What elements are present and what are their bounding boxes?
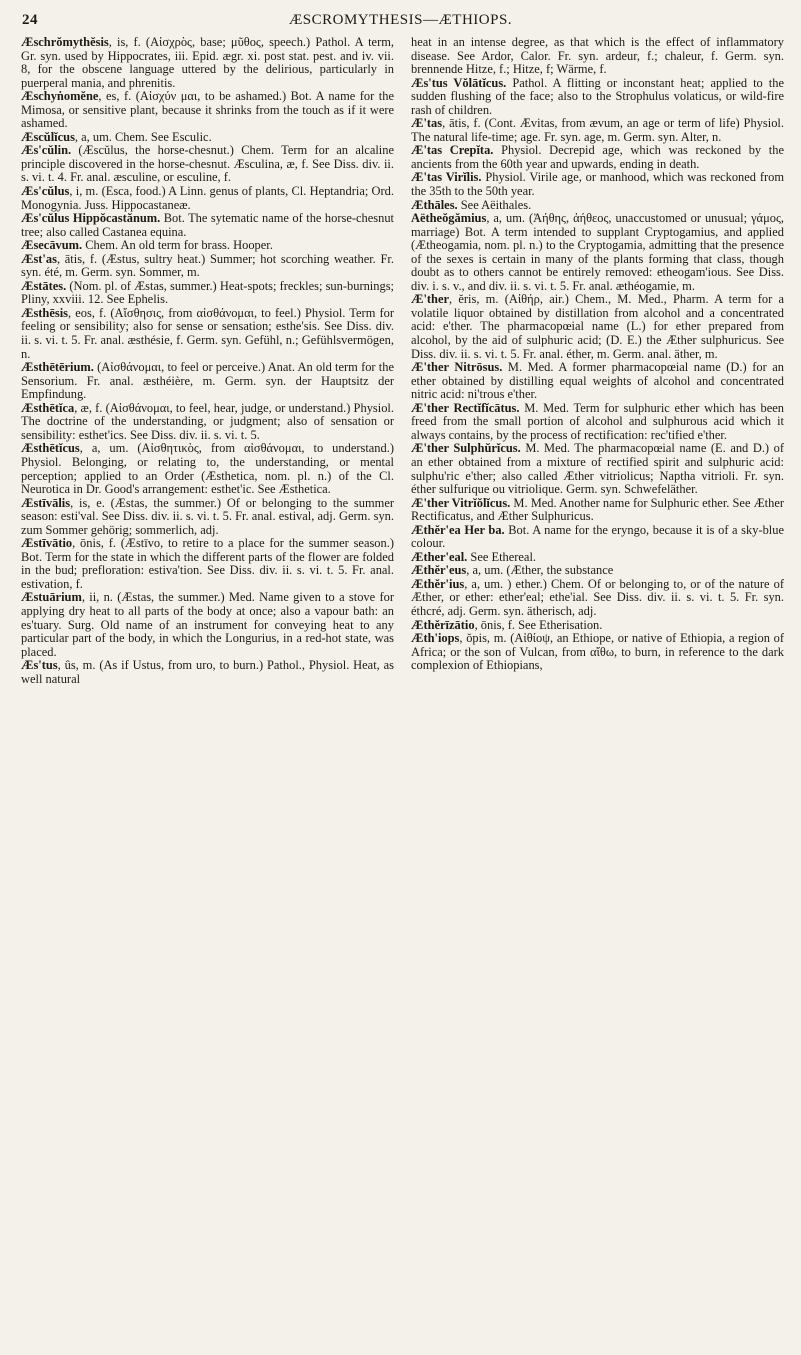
dictionary-entry [21, 131, 394, 145]
entry-definition: See Ethereal. [467, 549, 537, 564]
entry-definition: Physiol. Decrepid age, which was reckoned by the ancients from the 60th year and upwards, ending in death. [411, 143, 784, 171]
entry-headword: Æ'tas [411, 116, 443, 131]
entry-definition: , a, um. (Æther, the substance [466, 563, 614, 578]
dictionary-entry [21, 239, 394, 253]
dictionary-entry [21, 90, 394, 131]
running-header [22, 10, 779, 34]
entry-headword: Æschyṅomĕne [21, 89, 99, 104]
entry-headword: Æ'ther Rectĭfĭcātus. [411, 400, 520, 415]
entry-headword: Æ'tas Crepĭta. [411, 143, 494, 158]
dictionary-entry [21, 659, 394, 686]
entry-definition: Bot. The sytematic name of the horse-chesnut tree; also called Castanea equina. [21, 211, 394, 239]
dictionary-entry [411, 402, 784, 443]
entry-definition: (Nom. pl. of Æstas, summer.) Heat-spots; freckles; sun-burnings; Pliny, xxviii. 12. See Ephelis. [21, 278, 394, 307]
entry-definition: (Æscŭlus, the horse-chesnut.) Chem. Term for an alcaline principle discovered in the horse-chesnut. Æsculina, æ, f. See Diss. div. ii. s. vi. t. 4. Fr. anal. æsculine, or esculine, f. [21, 143, 394, 185]
dictionary-entry [21, 361, 394, 402]
entry-headword: Æ'ther Vitrĭŏlĭcus. [411, 495, 511, 510]
entry-definition: M. Med. A former pharmacopœial name (D.) for an ether obtained by distilling equal weights of alcohol and concentrated nitric acid: ni'trous e'ther. [411, 360, 784, 402]
entry-headword: Æstuārium [21, 590, 82, 605]
left-column [21, 36, 394, 686]
entry-headword: Aëtheŏgămius [411, 211, 487, 226]
dictionary-entry [411, 77, 784, 118]
entry-definition: Physiol. Virile age, or manhood, which was reckoned from the 35th to the 50th year. [411, 170, 785, 199]
entry-headword: Æ'ther Nitrōsus. [411, 360, 503, 375]
entry-headword: Æther'eal. [411, 549, 468, 564]
dictionary-entry [411, 497, 784, 524]
entry-headword: Æsthēsis [21, 305, 68, 320]
entry-definition: , ĕris, m. (Αἰθήρ, air.) Chem., M. Med., Pharm. A term for a volatile liquor obtained by distillation from alcohol and a concentrated acid: e'ther. The pharmacopœial name (L.) for ether prepared from alcohol, by the aid of sulphuric acid; (D. E.) the Æther sulphuricus. See Diss. div. ii. s. vi. t. 5. Fr. anal. éther, m. Germ. anal. äther, m. [411, 292, 784, 361]
entry-definition: , ātis, f. (Æstus, sultry heat.) Summer; hot scorching weather. Fr. syn. été, m. Germ. syn. Sommer, m. [21, 251, 394, 280]
entry-headword: Æ'ther [411, 292, 449, 307]
dictionary-entry [21, 185, 394, 212]
entry-definition: Chem. An old term for brass. Hooper. [82, 238, 273, 253]
dictionary-entry [411, 551, 784, 565]
entry-headword: Æsecāvum. [21, 238, 83, 253]
entry-definition: Pathol. A flitting or inconstant heat; applied to the sudden flushing of the face; also to the Strophulus volaticus, or wild-fire rash of children. [411, 75, 784, 117]
dictionary-entry [411, 578, 784, 619]
entry-headword: Æsthētĭca [21, 400, 75, 415]
entry-definition: , ûs, m. (As if Ustus, from uro, to burn.) Pathol., Physiol. Heat, as well natural [21, 658, 394, 686]
entry-definition: , eos, f. (Αἴσθησις, from αἰσθάνομαι, to feel.) Physiol. Term for feeling or sensibility; also for sense or sensation; esthe'sis. See Diss. div. ii. s. vi. t. 5. Fr. anal. æsthésie, f. Germ. syn. Gefühl, n.; Gefühlsvermögen, n. [21, 305, 394, 361]
dictionary-entry [21, 497, 394, 538]
dictionary-entry [411, 117, 784, 144]
entry-headword: Æ'ther Sulphŭrĭcus. [411, 441, 521, 456]
dictionary-entry [411, 564, 784, 578]
entry-definition: , ōnis, f. (Æstīvo, to retire to a place for the summer season.) Bot. Term for the state in which the different parts of the flower are folded in the bud; prefloration: estiva'tion. See Diss. div. ii. s. vi. t. 5. Fr. anal. estivation, f. [21, 536, 394, 591]
dictionary-entry [21, 402, 394, 443]
entry-definition: M. Med. The pharmacopœial name (E. and D.) of an ether obtained from a mixture of rectified spirit and sulphuric acid: sulphu'ric e'ther; also called Æther vitriolicus; Naptha vitrioli. Fr. syn. éther sulfurique ou vitriolique. Germ. syn. Schwefeläther. [411, 441, 784, 497]
dictionary-entry [411, 442, 784, 496]
dictionary-entry [411, 144, 784, 171]
entry-definition: , a, um. Chem. See Esculic. [74, 129, 212, 144]
entry-headword: Æst'as [21, 251, 57, 266]
entry-headword: Æs'cŭlin. [21, 143, 72, 158]
entry-headword: Æs'cŭlus Hippŏcastănum. [21, 211, 161, 226]
entry-definition: , a, um. ) ether.) Chem. Of or belonging to, or of the nature of Æther, or ether: ether'eal; ethe'ial. See Diss. div. ii. s. vi. t. 5. Fr. syn. éthcré, adj. Germ. syn. ätherisch, adj. [411, 576, 784, 618]
dictionary-entry [411, 524, 784, 551]
page-number: 24 [22, 12, 38, 28]
dictionary-entry [411, 36, 784, 77]
entry-definition: , æ, f. (Αἰσθάνομαι, to feel, hear, judge, or understand.) Physiol. The doctrine of the understanding, or judgment; also of sensation or sensibility: esthet'ics. See Diss. div. ii. s. vi. t. 5. [21, 400, 394, 442]
entry-headword: Æschrŏmythĕsis [21, 35, 109, 49]
entry-definition: M. Med. Another name for Sulphuric ether. See Æther Rectificatus, and Æther Sulphuricus. [411, 495, 784, 524]
dictionary-entry [21, 144, 394, 185]
entry-headword: Æscŭlĭcus [21, 129, 75, 144]
entry-definition: heat in an intense degree, as that which is the effect of inflammatory disease. See Ardor, Calor. Fr. syn. ardeur, f.; chaleur, f. Germ. syn. brennende Hitze, f.; Hitze, f; Wärme, f. [411, 35, 784, 77]
entry-definition: , is, e. (Æstas, the summer.) Of or belonging to the summer season: esti'val. See Diss. div. ii. s. vi. t. 5. Fr. anal. estival, adj. Germ. syn. zum Sommer gehörig; sommerlich, adj. [21, 495, 394, 537]
entry-headword: Æs'tus [21, 658, 58, 673]
entry-headword: Æthĕr'ea Her ba. [411, 522, 505, 537]
entry-definition: , a, um. (Αἰσθητικὸς, from αἰσθάνομαι, to understand.) Physiol. Belonging, or relating to, the understanding, or mental perception; applied to an Order (Æsthetica, nom. pl. n.) of the Cl. Neurotica in Dr. Good's arrangement: esthet'ic. See Æsthetica. [21, 441, 394, 497]
dictionary-entry [411, 212, 784, 293]
dictionary-entry [21, 307, 394, 361]
entry-headword: Æstātes. [21, 278, 67, 293]
entry-definition: (Αἰσθάνομαι, to feel or perceive.) Anat. An old term for the Sensorium. Fr. anal. æsthéière, m. Germ. syn. der Hauptsitz der Empfindung. [21, 360, 394, 402]
entry-definition: , a, um. (Ἀήθης, ἀήθεος, unaccustomed or unusual; γάμος, marriage) Bot. A term intended to supplant Cryptogamius, and applied (Ætheogamia, nom. pl. n.) to the Cryptogamia, admitting that the presence of the sexes is certain in many of the plants forming that class, though doubt as to others cannot be entirely removed: etheogam'ious. See Diss. div. i. s. v., and div. ii. s. vi. t. 5. Fr. anal. æthéogamie, m. [411, 211, 784, 293]
entry-headword: Æs'tus Vŏlātĭcus. [411, 75, 507, 90]
dictionary-entry [411, 619, 784, 633]
entry-headword: Æth'iops [411, 631, 460, 646]
right-column [411, 36, 784, 673]
entry-headword: Æthĕr'eus [411, 563, 467, 578]
entry-headword: Æsthētĭcus [21, 441, 80, 456]
dictionary-entry [21, 591, 394, 659]
dictionary-entry [411, 361, 784, 402]
entry-definition: , es, f. (Αἰσχύν μαι, to be ashamed.) Bot. A name for the Mimosa, or sensitive plant, because it shrinks from the touch as if it were ashamed. [21, 89, 394, 131]
entry-definition: , is, f. (Αἰσχρὸς, base; μῦθος, speech.) Pathol. A term, Gr. syn. used by Hippocrates, iii. Epid. ægr. xi. post stat. pest. and iv. vii. 8, for the obscene language uttered by the delirious, particularly in puerperal mania, and phrenitis. [21, 35, 394, 90]
entry-headword: Æ'tas Virĭlis. [411, 170, 482, 185]
dictionary-entry [411, 199, 784, 213]
entry-headword: Æs'cŭlus [21, 184, 70, 199]
dictionary-entry [21, 537, 394, 591]
entry-definition: , ii, n. (Æstas, the summer.) Med. Name given to a stove for applying dry heat to all parts of the body at once; also a vapour bath: an es'tuary. Surg. Old name of an instrument for conveying heat to any particular part of the body, in which the Longurius, in a red-hot state, was placed. [21, 590, 394, 659]
entry-definition: M. Med. Term for sulphuric ether which has been freed from the small portion of alcohol and sulphurous acid which it always contains, by the process of rectification: rec'tified e'ther. [411, 400, 785, 442]
entry-headword: Æthĕr'ius [411, 576, 465, 591]
entry-definition: , ŏpis, m. (Αἰθίοψ, an Ethiope, or native of Ethiopia, a region of Africa; or the son of Vulcan, from αἴθω, to burn, in reference to the dark complexion of Ethiopians, [411, 631, 784, 673]
entry-headword: Æstīvātio [21, 536, 73, 551]
entry-headword: Æsthētērium. [21, 360, 94, 375]
entry-definition: Bot. A name for the eryngo, because it is of a sky-blue colour. [411, 522, 784, 551]
dictionary-entry [411, 293, 784, 361]
entry-headword: Æthāles. [411, 197, 458, 212]
dictionary-entry [411, 171, 784, 198]
entry-headword: Æstīvālis [21, 495, 71, 510]
dictionary-entry [411, 632, 784, 673]
dictionary-entry [21, 442, 394, 496]
running-title: ÆSCROMYTHESIS—ÆTHIOPS. [288, 12, 513, 28]
entry-definition: , i, m. (Esca, food.) A Linn. genus of plants, Cl. Heptandria; Ord. Monogynia. Juss. Hippocastaneæ. [21, 184, 394, 212]
dictionary-entry [21, 36, 394, 90]
dictionary-entry [21, 253, 394, 280]
entry-definition: , ōnis, f. See Etherisation. [474, 617, 603, 632]
dictionary-entry [21, 212, 394, 239]
entry-definition: See Aëithales. [457, 197, 532, 212]
dictionary-entry [21, 280, 394, 307]
entry-headword: Æthĕrīzātio [411, 617, 475, 632]
entry-definition: , ātis, f. (Cont. Ævitas, from ævum, an age or term of life) Physiol. The natural life-time; age. Fr. syn. age, m. Germ. syn. Alter, n. [411, 116, 784, 144]
